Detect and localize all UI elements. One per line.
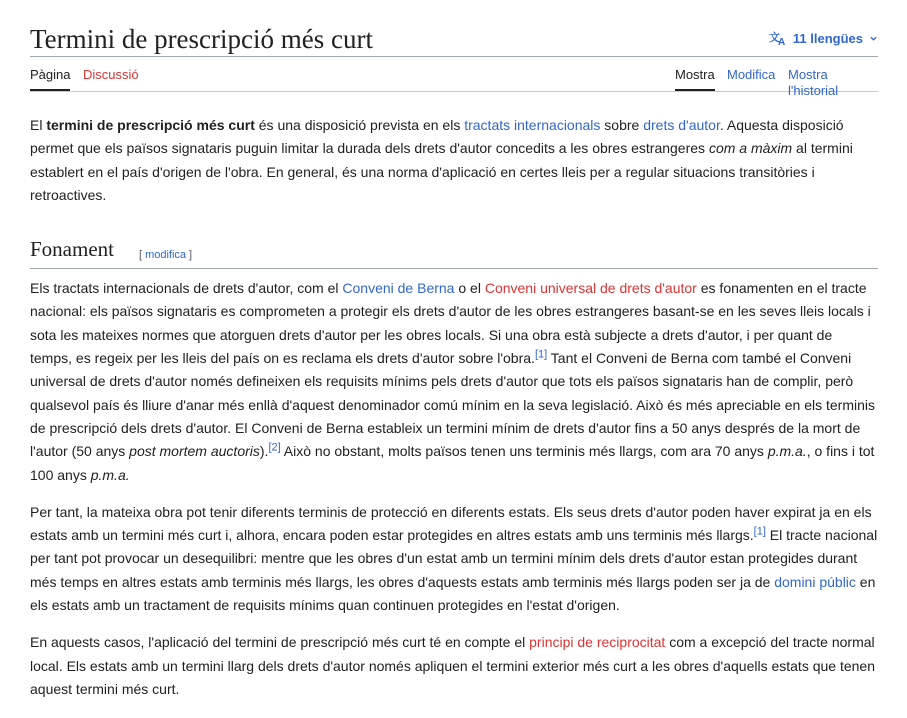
text: Això no obstant, molts països tenen uns terminis més llargs, com ara 70 anys [280,443,768,460]
text: , o fins i tot 100 anys [30,443,875,483]
text: és una disposició prevista en els [254,117,465,133]
section-heading-fonament [30,235,878,269]
tab-edit[interactable]: Modifica [727,67,776,82]
text: ). [259,443,269,460]
link-drets-autor[interactable]: drets d'autor [643,117,720,133]
text: . Aquesta disposició permet que els països signataris puguin limitar la durada dels drets d'autor concedits a les obres estrangeres [30,117,844,157]
tab-read[interactable]: Mostra [675,67,715,91]
language-count-label: 11 llengües [792,30,863,46]
language-button[interactable] [769,30,878,46]
text: sobre [600,117,644,133]
paragraph-2 [30,501,878,617]
reference-link-1[interactable]: [1] [753,525,766,538]
paragraph-1 [30,277,878,487]
link-tractats-internacionals[interactable]: tractats internacionals [464,117,601,133]
italic-text: com a màxim [708,140,793,157]
link-principi-reciprocitat[interactable]: principi de reciprocitat [529,634,666,651]
reference-link-2[interactable]: [2] [268,441,281,454]
link-conveni-universal[interactable]: Conveni universal de drets d'autor [484,280,697,297]
text: El [30,117,47,133]
link-domini-public[interactable]: domini públic [774,573,856,590]
text: El tracte nacional per tant pot provocar un desequilibri: mentre que les obres d'un estat amb un termini mínim dels drets d'autor estan protegides durant més temps en altres estats amb terminis més llargs, les obres d'aquests estats amb terminis més llargs poden ser ja de [30,527,878,590]
bracket-open: [ [139,249,143,262]
chevron-down-icon [869,34,878,43]
link-conveni-berna[interactable]: Conveni de Berna [342,280,455,297]
italic-text: post mortem auctoris [129,443,260,460]
intro-paragraph [30,114,878,207]
paragraph-3 [30,631,878,701]
text: es fonamenten en el tracte nacional: els països signataris es comprometen a protegir els drets d'autor de les obres estrangeres basant-se en les seves lleis locals i sota les mateixes normes que atorguen drets d'autor per les obres locals. Si una obra està subjecte a drets d'autor, i per quant de temps, es regeix per les lleis del país on es reclama els drets d'autor sobre l'obra. [30,280,871,367]
italic-text: p.m.a. [90,466,130,483]
italic-text: p.m.a. [767,443,807,460]
reference-1 [535,348,547,360]
bracket-close: ] [189,249,193,262]
page-tabs [30,57,878,98]
reference-2 [268,442,280,454]
reference-link-1[interactable]: [1] [534,348,548,361]
edit-section-link[interactable]: modifica [145,249,187,262]
article-body [30,92,878,701]
svg-text:A: A [777,37,786,46]
tab-history[interactable]: Mostra l'historial [788,67,839,98]
text: Tant el Conveni de Berna com també el Conveni universal de drets d'autor només defineixen els requisits mínims pels drets d'autor que tots els països signataris han de complir, però qualsevol país és lliure d'anar més enllà d'aquest denominador comú mínim en la seva legislació. Això és més apreciable en els terminis de prescripció dels drets d'autor. El Conveni de Berna estableix un termini mínim de drets d'autor fins a 50 anys després de la mort de l'autor (50 anys [30,350,876,460]
title-bar [30,0,878,57]
text: com a excepció del tracte normal local. Els estats amb un termini llarg dels drets d'autor només apliquen el termini exterior més curt a les obres d'aquells estats que tenen aquest termini més curt. [30,634,875,697]
page-title: Termini de prescripció més curt [30,24,373,54]
text: En aquests casos, l'aplicació del termini de prescripció més curt té en compte el [30,634,530,651]
text: o el [454,280,485,297]
tab-page[interactable]: Pàgina [30,67,70,91]
text: Els tractats internacionals de drets d'autor, com el [30,280,343,297]
section-title: Fonament [30,237,114,262]
text: al termini establert en el país d'origen de l'obra. En general, és una norma d'aplicació en certes lleis per a regular situacions transitòries i retroactives. [30,140,853,203]
svg-text:文: 文 [768,31,780,44]
tab-discussion[interactable]: Discussió [83,67,139,82]
translate-icon [769,30,787,46]
text: Per tant, la mateixa obra pot tenir diferents terminis de protecció en diferents estats. Els seus drets d'autor poden haver expirat ja en els estats amb un termini més curt i, alhora, encara poden estar protegides en altres estats amb uns terminis més llargs. [30,503,872,544]
text: en els estats amb un tractament de requisits mínims quan continuen protegides en l'estat d'origen. [30,573,876,614]
reference-1 [754,526,766,538]
bold-term: termini de prescripció més curt [46,117,255,133]
section-edit [139,244,192,267]
